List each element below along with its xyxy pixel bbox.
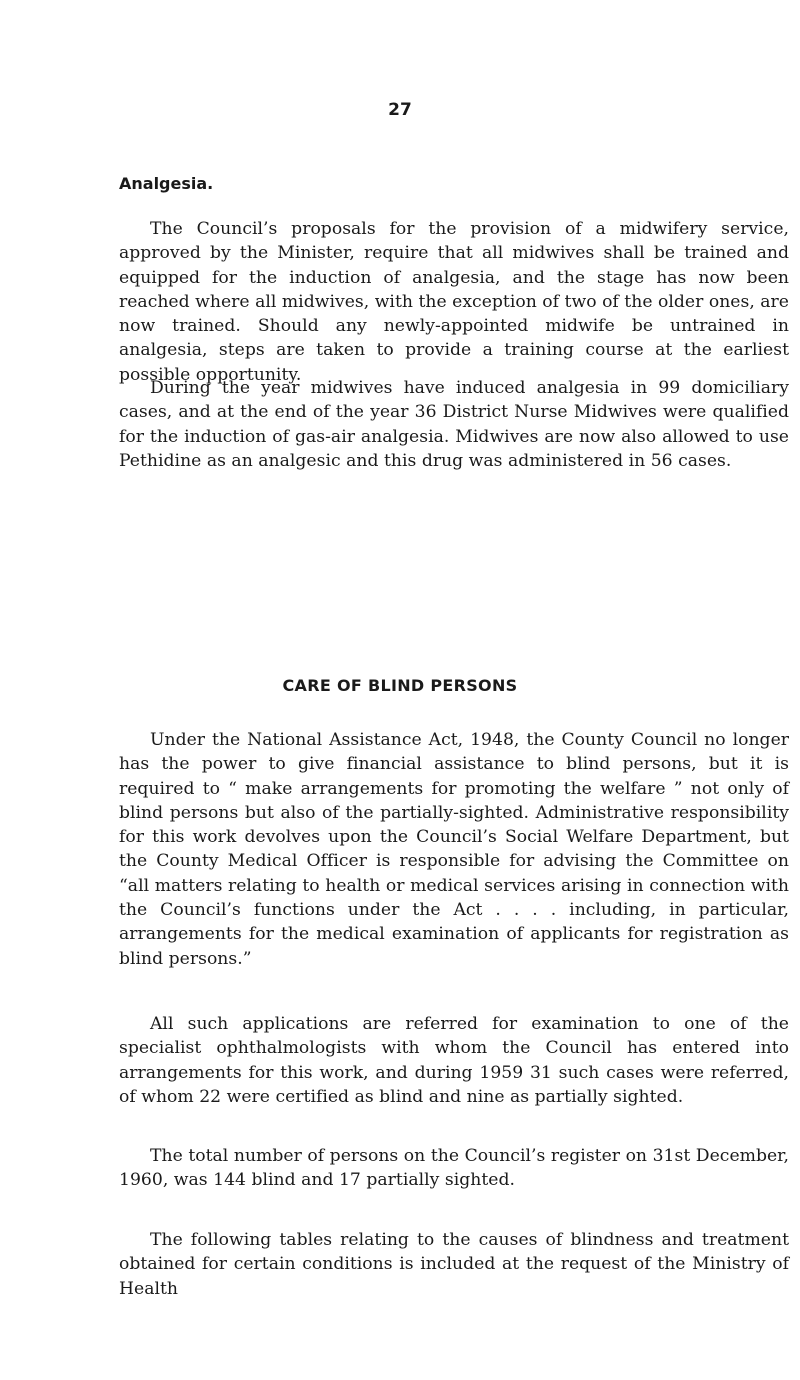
blind-persons-heading: CARE OF BLIND PERSONS <box>282 676 518 695</box>
blind-persons-paragraph-1: Under the National Assistance Act, 1948, the County Council no longer has the power to give financial assistance to blind persons, but it is required to “ make arrangements for promoting the welfare ” not only of blind persons but also of the partially-sighted. Administrative responsibility for this work devolves upon the Council’s Social Welfare Department, but the County Medical Officer is responsible for advising the Committee on “all matters relating to health or medical services arising in connection with the Council’s functions under the Act . . . . including, in particular, arrangements for the medical examination of applicants for registration as blind persons.” <box>119 730 789 969</box>
blind-persons-paragraph-2: All such applications are referred for examination to one of the specialist ophthalmologists with whom the Council has entered into arrangements for this work, and during 1959 31 such cases were referred, of whom 22 were certified as blind and nine as partially sighted. <box>119 1014 789 1107</box>
analgesia-paragraph-2: During the year midwives have induced analgesia in 99 domiciliary cases, and at the end of the year 36 District Nurse Midwives were qualified for the induction of gas-air analgesia. Midwives are now also allowed to use Pethidine as an analgesic and this drug was administered in 56 cases. <box>119 378 789 471</box>
page-number: 27 <box>388 100 412 120</box>
blind-persons-paragraph-3: The total number of persons on the Council’s register on 31st December, 1960, was 144 blind and 17 partially sighted. <box>119 1146 789 1191</box>
analgesia-heading: Analgesia. <box>119 174 214 193</box>
analgesia-paragraph-1: The Council’s proposals for the provision of a midwifery service, approved by the Minister, require that all midwives shall be trained and equipped for the induction of analgesia, and the stage has now been reached where all midwives, with the exception of two of the older ones, are now trained. Should any newly-appointed midwife be untrained in analgesia, steps are taken to provide a training course at the earliest possible opportunity. <box>119 219 789 385</box>
blind-persons-paragraph-4: The following tables relating to the causes of blindness and treatment obtained for certain conditions is included at the request of the Ministry of Health <box>119 1230 789 1299</box>
